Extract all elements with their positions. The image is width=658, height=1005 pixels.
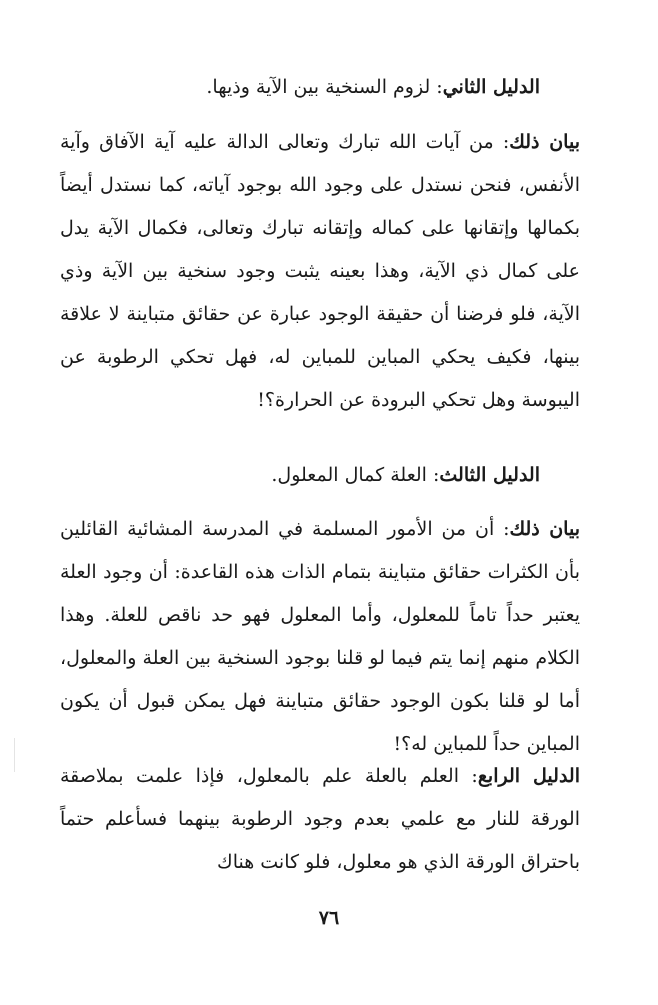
page-number: ٧٦ [318, 907, 340, 929]
explanation-label: بيان ذلك [509, 131, 580, 153]
explanation-text: : من آيات الله تبارك وتعالى الدالة عليه آية الآفاق وآية الأنفس، فنحن نستدل على وجود الله بوجود آياته، كما نستدل أيضاً بكمالها وإتقانها على كماله وإتقانه تبارك وتعالى، فكمال الآية يدل على كمال ذي الآية، وهذا بعينه يثبت وجود سنخية بين الآية وذي الآية، فلو فرضنا أن حقيقة الوجود عبارة عن حقائق متباينة لا علاقة بينها، فكيف يحكي المباين للمباين له، فهل تحكي الرطوبة عن اليبوسة وهل تحكي البرودة عن الحرارة؟! [60, 131, 580, 411]
paragraph-fourth-proof [60, 755, 580, 884]
explanation-label: بيان ذلك [509, 518, 580, 540]
margin-line [14, 738, 15, 772]
section-label: الدليل الثاني [442, 76, 540, 98]
explanation-text: : أن من الأمور المسلمة في المدرسة المشائية القائلين بأن الكثرات حقائق متباينة بتمام الذات هذه القاعدة: أن وجود العلة يعتبر حداً تاماً للمعلول، وأما المعلول فهو حد ناقص للعلة. وهذا الكلام منهم إنما يتم فيما لو قلنا بوجود السنخية بين العلة والمعلول، أما لو قلنا بكون الوجود حقائق متباينة فهل يمكن قبول أن يكون المباين حداً للمباين له؟! [60, 518, 580, 755]
section-label: الدليل الثالث [439, 464, 540, 486]
section-heading-second-proof [80, 66, 540, 109]
paragraph-explanation-third [60, 508, 580, 766]
section-text: : العلم بالعلة علم بالمعلول، فإذا علمت بملاصقة الورقة للنار مع علمي بعدم وجود الرطوبة بينهما فسأعلم حتماً باحتراق الورقة الذي هو معلول، فلو كانت هناك [60, 765, 580, 873]
section-title: : العلة كمال المعلول. [271, 464, 440, 486]
section-title: : لزوم السنخية بين الآية وذيها. [206, 76, 443, 98]
section-label: الدليل الرابع [477, 765, 580, 787]
section-heading-third-proof [80, 454, 540, 497]
paragraph-explanation-second [60, 121, 580, 422]
